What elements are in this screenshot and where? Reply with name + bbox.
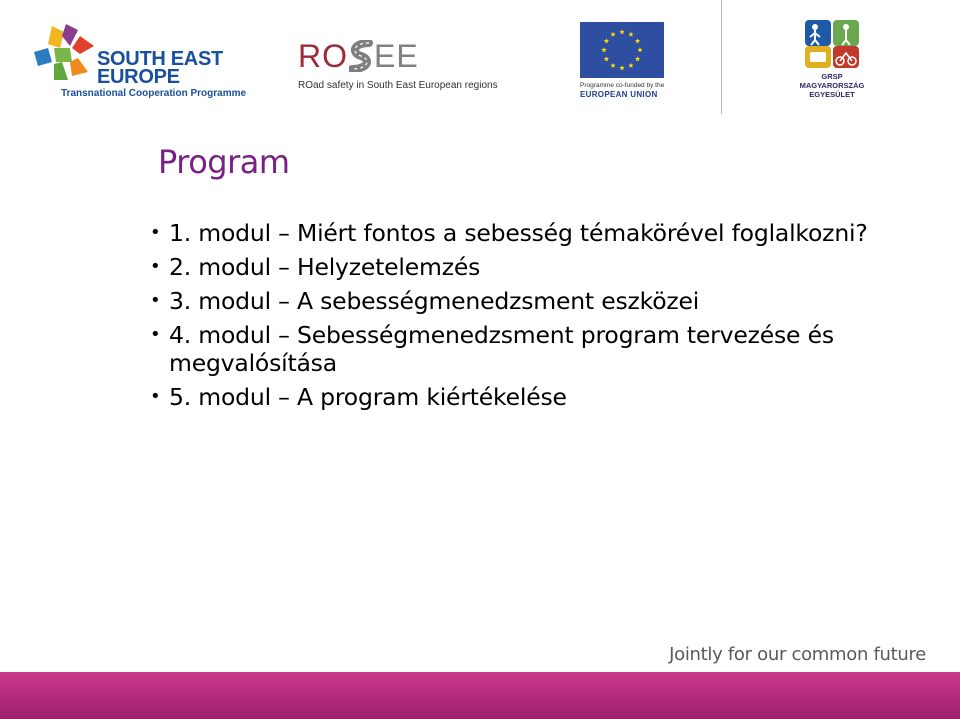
eu-star-icon	[601, 47, 606, 52]
agenda-item: • 3. modul – A sebességmenedzsment eszközei	[150, 287, 700, 315]
bullet-icon: •	[150, 386, 161, 407]
bullet-icon: •	[150, 222, 161, 243]
eu-star-icon	[610, 32, 615, 37]
eu-name: EUROPEAN UNION	[580, 90, 658, 99]
see-flower-icon	[30, 22, 96, 84]
agenda-item: • 1. modul – Miért fontos a sebesség témakörével foglalkozni?	[150, 219, 868, 247]
footer-band	[0, 672, 960, 719]
eu-star-icon	[619, 65, 624, 70]
eu-caption: Programme co-funded by the	[580, 82, 665, 89]
header-divider	[721, 0, 722, 114]
agenda-list	[150, 219, 910, 417]
eu-stars	[580, 22, 664, 78]
see-subtitle: Transnational Cooperation Programme	[61, 88, 247, 99]
bullet-icon: •	[150, 290, 161, 311]
agenda-item: • 4. modul – Sebességmenedzsment program tervezése és megvalósítása	[150, 321, 834, 377]
eu-flag-icon	[580, 22, 664, 78]
agenda-item: • 2. modul – Helyzetelemzés	[150, 253, 481, 281]
rosee-subtitle: ROad safety in South East European regions	[298, 80, 498, 91]
eu-star-icon	[604, 38, 609, 43]
bullet-icon: •	[150, 324, 161, 345]
road-s-icon	[349, 40, 373, 72]
eu-star-icon	[635, 56, 640, 61]
logo-bar	[0, 0, 960, 120]
rosee-wordmark: RO EE	[298, 38, 419, 74]
eu-star-icon	[637, 47, 642, 52]
grsp-logo	[797, 18, 867, 102]
agenda-item: • 5. modul – A program kiértékelése	[150, 383, 567, 411]
eu-star-icon	[628, 32, 633, 37]
grsp-traffic-icon	[801, 18, 863, 70]
eu-star-icon	[604, 56, 609, 61]
eu-logo	[580, 22, 670, 102]
eu-star-icon	[628, 63, 633, 68]
rosee-logo	[298, 38, 498, 98]
eu-star-icon	[610, 63, 615, 68]
south-east-europe-logo	[30, 22, 247, 102]
grsp-text: GRSP MAGYARORSZÁG EGYESÜLET	[799, 72, 865, 99]
eu-star-icon	[619, 29, 624, 34]
see-title: SOUTH EAST EUROPE	[97, 48, 223, 88]
footer-slogan: Jointly for our common future	[669, 644, 926, 665]
eu-star-icon	[635, 38, 640, 43]
slide-title: Program	[158, 143, 290, 181]
bullet-icon: •	[150, 256, 161, 277]
